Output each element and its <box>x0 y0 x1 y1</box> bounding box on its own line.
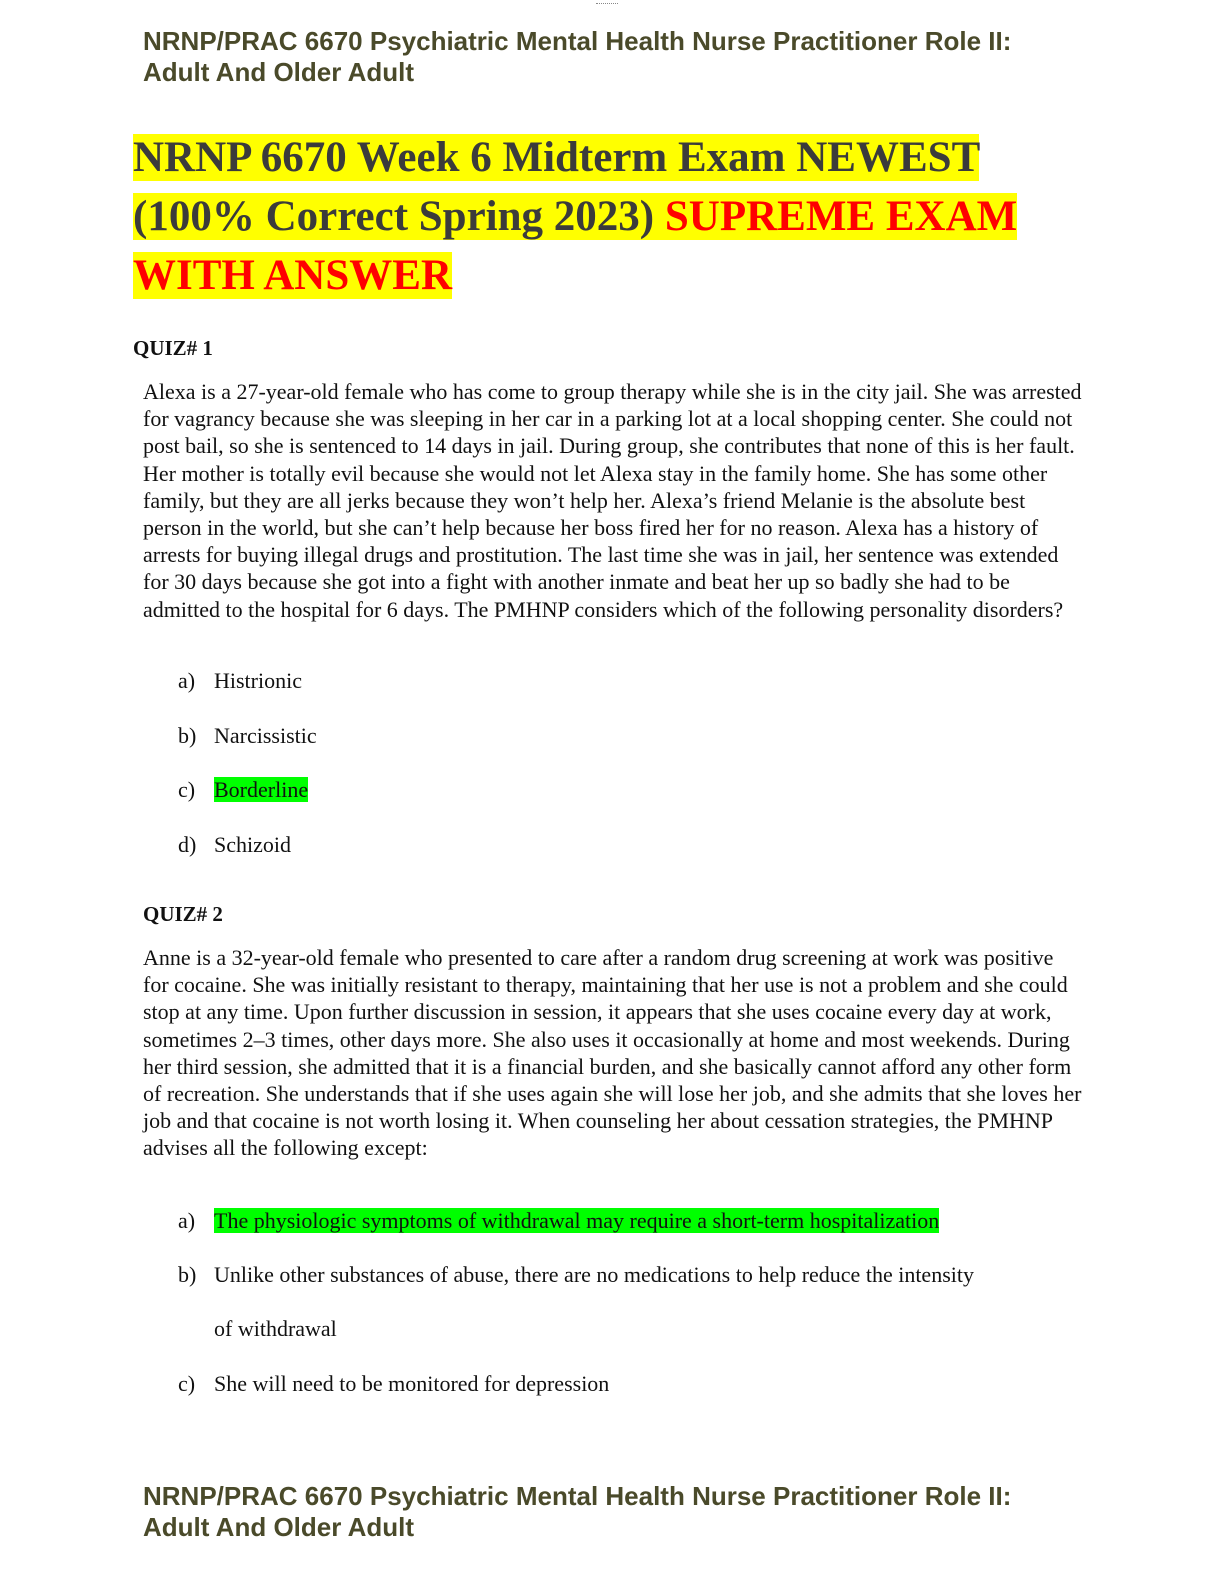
course-title-line2: Adult And Older Adult <box>143 57 415 87</box>
option-letter: b) <box>178 1262 197 1287</box>
option-letter: c) <box>178 777 196 802</box>
quiz1-option-b <box>178 722 1058 749</box>
course-title-line2: Adult And Older Adult <box>143 1512 415 1542</box>
exam-title <box>133 128 1093 305</box>
course-title-line1: NRNP/PRAC 6670 Psychiatric Mental Health Nurse Practitioner Role II: <box>143 26 1012 56</box>
quiz2-option-b <box>178 1261 1058 1342</box>
course-header-top <box>143 26 1103 88</box>
option-letter: a) <box>178 1208 196 1233</box>
correct-answer-highlight: The physiologic symptoms of withdrawal may require a short-term hospitalization <box>214 1208 940 1233</box>
quiz1-option-d <box>178 831 1058 858</box>
option-text-continuation: of withdrawal <box>214 1316 337 1341</box>
quiz2-option-a <box>178 1207 1058 1234</box>
quiz1-option-c <box>178 776 1058 803</box>
option-letter: a) <box>178 668 196 693</box>
quiz2-question: Anne is a 32-year-old female who presented to care after a random drug screening at work was positive for cocaine. She was initially resistant to therapy, maintaining that her use is not a problem and she could stop at any time. Upon further discussion in session, it appears that she uses cocaine every day at work, sometimes 2–3 times, other days more. She also uses it occasionally at home and most weekends. During her third session, she admitted that it is a financial burden, and she basically cannot afford any other form of recreation. She understands that if she uses again she will lose her job, and she admits that she loves her job and that cocaine is not worth losing it. When counseling her about cessation strategies, the PMHNP advises all the following except: <box>143 945 1082 1161</box>
option-letter: b) <box>178 723 197 748</box>
exam-title-emphasis: SUPREME EXAM WITH ANSWER <box>133 193 1018 299</box>
option-letter: d) <box>178 832 197 857</box>
option-text: Narcissistic <box>214 723 317 748</box>
correct-answer-highlight: Borderline <box>214 777 309 802</box>
option-text: She will need to be monitored for depression <box>214 1371 610 1396</box>
exam-title-main: NRNP 6670 Week 6 Midterm Exam NEWEST (100% Correct Spring 2023) <box>133 134 980 240</box>
quiz2-option-c <box>178 1370 1058 1397</box>
quiz2-label: QUIZ# 2 <box>143 902 223 926</box>
quiz1-question: Alexa is a 27-year-old female who has come to group therapy while she is in the city jail. She was arrested for vagrancy because she was sleeping in her car in a parking lot at a local shopping center. She could not post bail, so she is sentenced to 14 days in jail. During group, she contributes that none of this is her fault. Her mother is totally evil because she would not let Alexa stay in the family home. She has some other family, but they are all jerks because they won’t help her. Alexa’s friend Melanie is the absolute best person in the world, but she can’t help because her boss fired her for no reason. Alexa has a history of arrests for buying illegal drugs and prostitution. The last time she was in jail, her sentence was extended for 30 days because she got into a fight with another inmate and beat her up so badly she had to be admitted to the hospital for 6 days. The PMHNP considers which of the following personality disorders? <box>143 379 1082 622</box>
exam-title-highlight <box>133 134 1017 299</box>
quiz1-label: QUIZ# 1 <box>133 336 213 360</box>
quiz1-option-a <box>178 667 1058 694</box>
option-text: Schizoid <box>214 832 291 857</box>
page-top-mark <box>596 0 618 4</box>
option-text: Histrionic <box>214 668 302 693</box>
course-header-bottom <box>143 1481 1103 1543</box>
option-letter: c) <box>178 1371 196 1396</box>
course-title-line1: NRNP/PRAC 6670 Psychiatric Mental Health Nurse Practitioner Role II: <box>143 1481 1012 1511</box>
option-text: Unlike other substances of abuse, there are no medications to help reduce the intensity <box>214 1262 974 1287</box>
